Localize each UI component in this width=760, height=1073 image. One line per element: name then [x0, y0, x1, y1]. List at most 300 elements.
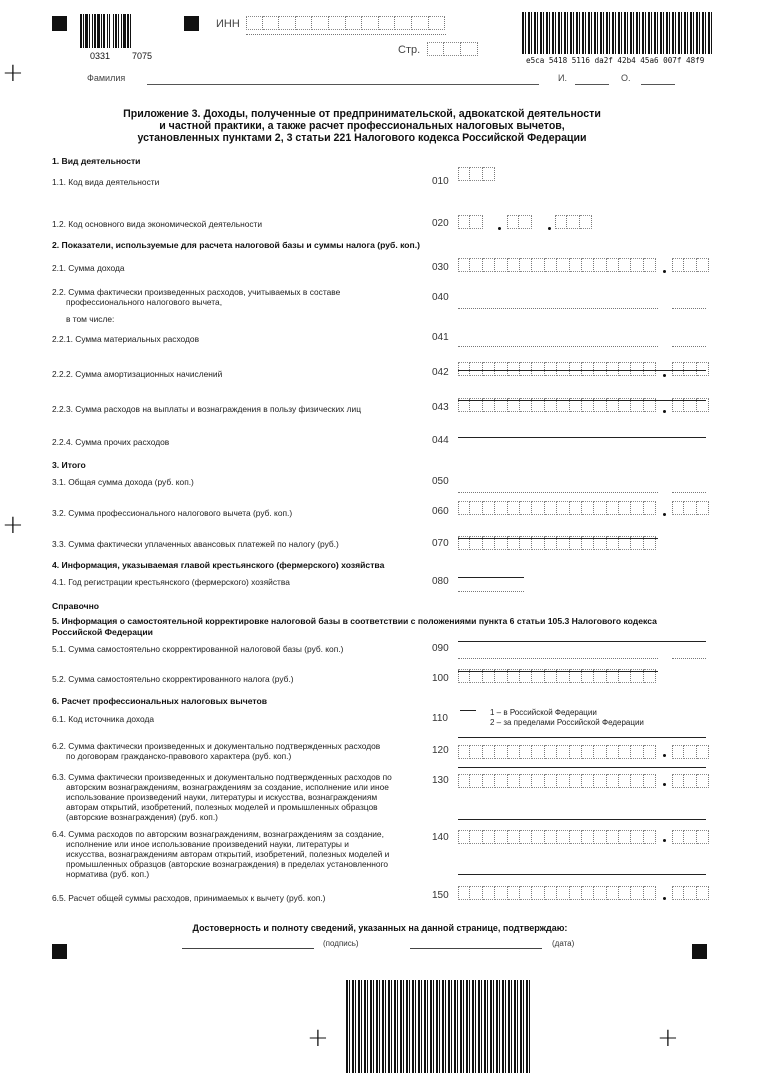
separator-dot — [663, 270, 666, 273]
other-expenses-field[interactable] — [458, 437, 706, 438]
author-fee-expenses-rub-field[interactable] — [458, 774, 656, 792]
row-2-2-1-label: 2.2.1. Сумма материальных расходов — [52, 334, 200, 344]
input-cell[interactable] — [395, 16, 412, 30]
row-6-5-label: 6.5. Расчет общей суммы расходов, принимаемых к вычету (руб. коп.) — [52, 893, 326, 903]
input-cell[interactable] — [532, 745, 544, 759]
input-cell[interactable] — [279, 16, 296, 30]
inn-field-underline — [246, 34, 446, 35]
inn-field[interactable] — [246, 16, 445, 34]
input-cell[interactable] — [545, 886, 557, 900]
input-cell[interactable] — [582, 886, 594, 900]
input-cell[interactable] — [644, 501, 656, 515]
input-cell[interactable] — [508, 362, 520, 376]
input-cell[interactable] — [557, 501, 569, 515]
input-cell[interactable] — [508, 258, 520, 272]
input-cell[interactable] — [545, 362, 557, 376]
depreciation-rub-field[interactable] — [458, 362, 656, 376]
row-3-3-label: 3.3. Сумма фактически уплаченных авансовых платежей по налогу (руб.) — [52, 539, 339, 549]
input-cell[interactable] — [458, 501, 470, 515]
barcode-digits-1: 0331 — [90, 51, 111, 61]
input-cell[interactable] — [684, 886, 696, 900]
farm-registration-year-underline — [458, 591, 524, 592]
input-cell[interactable] — [458, 215, 470, 229]
row-6-3-label-2: авторским вознаграждениям, вознаграждениям за создание, исполнение или иное — [66, 782, 389, 792]
separator-dot — [663, 783, 666, 786]
patronymic-initial-field[interactable] — [641, 84, 675, 85]
input-cell[interactable] — [520, 886, 532, 900]
separator-dot — [663, 754, 666, 757]
strike-line — [458, 874, 706, 875]
name-initial-label: И. — [558, 73, 567, 83]
row-3-2-code: 060 — [432, 506, 449, 517]
input-cell[interactable] — [684, 501, 696, 515]
author-fee-normative-rub-field[interactable] — [458, 830, 656, 848]
separator-dot — [663, 839, 666, 842]
barcode-bar — [131, 14, 133, 48]
input-cell[interactable] — [532, 886, 544, 900]
input-cell[interactable] — [582, 830, 594, 844]
input-cell[interactable] — [470, 258, 482, 272]
registration-mark-bottom-left — [52, 944, 67, 959]
input-cell[interactable] — [697, 745, 709, 759]
author-fee-normative-kop-field[interactable] — [672, 830, 709, 848]
income-amount-kop-field[interactable] — [672, 258, 709, 272]
input-cell[interactable] — [508, 745, 520, 759]
input-cell[interactable] — [483, 258, 495, 272]
income-source-option-1: 1 – в Российской Федерации — [490, 708, 597, 717]
crosshair-mark: + — [307, 1023, 329, 1053]
strike-line — [458, 819, 706, 820]
row-2-2-code: 040 — [432, 292, 449, 303]
separator-dot — [663, 410, 666, 413]
row-5-1-code: 090 — [432, 643, 449, 654]
input-cell[interactable] — [470, 362, 482, 376]
input-cell[interactable] — [672, 258, 684, 272]
separator-dot — [663, 513, 666, 516]
input-cell[interactable] — [570, 258, 582, 272]
row-6-4-code: 140 — [432, 832, 449, 843]
row-2-2-label-1: 2.2. Сумма фактически произведенных расходов, учитываемых в составе — [52, 287, 341, 297]
input-cell[interactable] — [429, 16, 446, 30]
input-cell[interactable] — [296, 16, 313, 30]
input-cell[interactable] — [557, 886, 569, 900]
input-cell[interactable] — [495, 830, 507, 844]
input-cell[interactable] — [458, 362, 470, 376]
input-cell[interactable] — [545, 745, 557, 759]
input-cell[interactable] — [631, 774, 643, 788]
input-cell[interactable] — [557, 774, 569, 788]
signature-caption: (подпись) — [323, 939, 359, 948]
input-cell[interactable] — [458, 745, 470, 759]
input-cell[interactable] — [582, 258, 594, 272]
input-cell[interactable] — [619, 886, 631, 900]
input-cell[interactable] — [644, 362, 656, 376]
input-cell[interactable] — [532, 258, 544, 272]
input-cell[interactable] — [672, 362, 684, 376]
civil-contract-expenses-kop-field[interactable] — [672, 745, 709, 763]
author-fee-expenses-kop-field[interactable] — [672, 774, 709, 792]
input-cell[interactable] — [362, 16, 379, 30]
input-cell[interactable] — [697, 886, 709, 900]
input-cell[interactable] — [312, 16, 329, 30]
input-cell[interactable] — [607, 745, 619, 759]
row-2-1-label: 2.1. Сумма дохода — [52, 263, 125, 273]
input-cell[interactable] — [594, 362, 606, 376]
input-cell[interactable] — [697, 774, 709, 788]
row-6-3-label-3: использование произведений науки, литературы и искусства, вознаграждениям — [66, 792, 378, 802]
input-cell[interactable] — [520, 501, 532, 515]
row-1-1-code: 010 — [432, 176, 449, 187]
row-2-2-3-code: 043 — [432, 402, 449, 413]
input-cell[interactable] — [458, 886, 470, 900]
input-cell[interactable] — [607, 774, 619, 788]
name-initial-field[interactable] — [575, 84, 609, 85]
input-cell[interactable] — [329, 16, 346, 30]
input-cell[interactable] — [570, 830, 582, 844]
section-3-heading: 3. Итого — [52, 460, 86, 470]
input-cell[interactable] — [545, 258, 557, 272]
input-cell[interactable] — [644, 745, 656, 759]
input-cell[interactable] — [672, 774, 684, 788]
activity-code-field[interactable] — [458, 167, 495, 189]
input-cell[interactable] — [470, 774, 482, 788]
input-cell[interactable] — [631, 745, 643, 759]
input-cell[interactable] — [582, 362, 594, 376]
crosshair-mark: + — [2, 58, 24, 88]
input-cell[interactable] — [672, 830, 684, 844]
input-cell[interactable] — [567, 215, 579, 229]
input-cell[interactable] — [508, 501, 520, 515]
barcode-digits-2: 7075 — [132, 51, 153, 61]
barcode-left — [80, 14, 158, 48]
input-cell[interactable] — [580, 215, 592, 229]
input-cell[interactable] — [672, 886, 684, 900]
row-1-2-label: 1.2. Код основного вида экономической деятельности — [52, 219, 263, 229]
input-cell[interactable] — [458, 774, 470, 788]
input-cell[interactable] — [412, 16, 429, 30]
farm-registration-year-field[interactable] — [458, 577, 524, 578]
page-number-field[interactable] — [427, 42, 478, 60]
input-cell[interactable] — [458, 830, 470, 844]
input-cell[interactable] — [483, 830, 495, 844]
input-cell[interactable] — [631, 258, 643, 272]
input-cell[interactable] — [507, 215, 519, 229]
input-cell[interactable] — [644, 886, 656, 900]
input-cell[interactable] — [570, 886, 582, 900]
input-cell[interactable] — [520, 745, 532, 759]
input-cell[interactable] — [697, 362, 709, 376]
okved-field-part-2[interactable] — [507, 215, 532, 229]
input-cell[interactable] — [495, 774, 507, 788]
date-caption: (дата) — [552, 939, 575, 948]
crosshair-mark: + — [2, 510, 24, 540]
confirmation-text: Достоверность и полноту сведений, указанных на данной странице, подтверждаю: — [192, 923, 568, 933]
civil-contract-expenses-rub-field[interactable] — [458, 745, 656, 763]
input-cell[interactable] — [470, 215, 482, 229]
section-6-heading: 6. Расчет профессиональных налоговых вычетов — [52, 696, 267, 706]
material-expenses-kop-field[interactable] — [672, 346, 706, 347]
section-2-heading: 2. Показатели, используемые для расчета налоговой базы и суммы налога (руб. коп.) — [52, 240, 420, 250]
inn-label: ИНН — [216, 18, 240, 30]
income-source-option-2: 2 – за пределами Российской Федерации — [490, 718, 644, 727]
input-cell[interactable] — [545, 501, 557, 515]
input-cell[interactable] — [461, 42, 478, 56]
expenses-total-kop-field[interactable] — [672, 308, 706, 309]
input-cell[interactable] — [520, 830, 532, 844]
row-2-2-label-2: профессионального налогового вычета, — [66, 297, 223, 307]
input-cell[interactable] — [470, 501, 482, 515]
expenses-total-field[interactable] — [458, 308, 658, 309]
total-income-field[interactable] — [458, 492, 658, 493]
input-cell[interactable] — [483, 745, 495, 759]
barcode-2d-bottom — [346, 980, 530, 1073]
okved-field-part-3[interactable] — [555, 215, 592, 229]
row-6-4-label-3: искусства, вознаграждениям авторам открытий, изобретений, полезных моделей и — [66, 849, 390, 859]
input-cell[interactable] — [684, 362, 696, 376]
input-cell[interactable] — [631, 830, 643, 844]
input-cell[interactable] — [520, 774, 532, 788]
row-6-4-label-5: норматива (руб. коп.) — [66, 869, 150, 879]
row-6-3-label-4: авторам открытий, изобретений, полезных моделей и промышленных образцов — [66, 802, 378, 812]
input-cell[interactable] — [427, 42, 444, 56]
input-cell[interactable] — [570, 745, 582, 759]
input-cell[interactable] — [619, 362, 631, 376]
row-1-2-code: 020 — [432, 218, 449, 229]
row-6-1-code: 110 — [432, 713, 448, 724]
row-2-2-4-code: 044 — [432, 435, 449, 446]
strike-line — [458, 641, 706, 642]
income-amount-rub-field[interactable] — [458, 258, 656, 272]
strike-line — [458, 538, 658, 539]
input-cell[interactable] — [346, 16, 363, 30]
input-cell[interactable] — [483, 774, 495, 788]
barcode-code-text: e5ca 5418 5116 da2f 42b4 45a6 007f 48f9 — [526, 56, 705, 65]
input-cell[interactable] — [532, 774, 544, 788]
row-2-2-3-label: 2.2.3. Сумма расходов на выплаты и вознаграждения в пользу физических лиц — [52, 404, 362, 414]
input-cell[interactable] — [619, 830, 631, 844]
input-cell[interactable] — [684, 258, 696, 272]
input-cell[interactable] — [532, 830, 544, 844]
input-cell[interactable] — [594, 774, 606, 788]
input-cell[interactable] — [495, 501, 507, 515]
input-cell[interactable] — [495, 258, 507, 272]
row-6-3-code: 130 — [432, 775, 449, 786]
row-3-1-label: 3.1. Общая сумма дохода (руб. коп.) — [52, 477, 194, 487]
input-cell[interactable] — [532, 501, 544, 515]
input-cell[interactable] — [557, 745, 569, 759]
separator-dot — [663, 374, 666, 377]
input-cell[interactable] — [582, 501, 594, 515]
signature-field[interactable] — [182, 948, 314, 949]
strike-line — [458, 400, 706, 401]
registration-mark-top-mid — [184, 16, 199, 31]
input-cell[interactable] — [570, 362, 582, 376]
section-5-heading-line-2: Российской Федерации — [52, 627, 153, 637]
row-2-2-2-code: 042 — [432, 367, 449, 378]
input-cell[interactable] — [557, 258, 569, 272]
input-cell[interactable] — [483, 362, 495, 376]
crosshair-mark: + — [657, 1023, 679, 1053]
input-cell[interactable] — [458, 167, 470, 181]
row-2-1-code: 030 — [432, 262, 449, 273]
input-cell[interactable] — [684, 774, 696, 788]
input-cell[interactable] — [607, 830, 619, 844]
input-cell[interactable] — [594, 501, 606, 515]
total-deductible-expenses-kop-field[interactable] — [672, 886, 709, 904]
registration-mark-top-left — [52, 16, 67, 31]
surname-field[interactable] — [147, 84, 539, 85]
input-cell[interactable] — [570, 501, 582, 515]
input-cell[interactable] — [594, 258, 606, 272]
total-deductible-expenses-rub-field[interactable] — [458, 886, 656, 904]
row-6-4-label-2: исполнение или иное использование произведений науки, литературы и — [66, 839, 349, 849]
input-cell[interactable] — [684, 745, 696, 759]
row-5-2-code: 100 — [432, 673, 449, 684]
input-cell[interactable] — [619, 745, 631, 759]
page-title-line-2: и частной практики, а также расчет профессиональных налоговых вычетов, — [159, 120, 565, 132]
input-cell[interactable] — [594, 830, 606, 844]
input-cell[interactable] — [444, 42, 461, 56]
row-6-4-label-4: промышленных образцов (авторские вознаграждения) в пределах установленного — [66, 859, 389, 869]
input-cell[interactable] — [619, 774, 631, 788]
input-cell[interactable] — [508, 830, 520, 844]
row-6-5-code: 150 — [432, 890, 449, 901]
depreciation-kop-field[interactable] — [672, 362, 709, 376]
input-cell[interactable] — [520, 362, 532, 376]
input-cell[interactable] — [470, 745, 482, 759]
input-cell[interactable] — [557, 830, 569, 844]
page-title-line-1: Приложение 3. Доходы, полученные от предпринимательской, адвокатской деятельности — [123, 108, 601, 120]
row-5-2-label: 5.2. Сумма самостоятельно скорректированного налога (руб.) — [52, 674, 294, 684]
input-cell[interactable] — [607, 258, 619, 272]
income-source-code-field[interactable] — [460, 710, 476, 711]
input-cell[interactable] — [619, 501, 631, 515]
input-cell[interactable] — [582, 745, 594, 759]
row-3-2-label: 3.2. Сумма профессионального налогового вычета (руб. коп.) — [52, 508, 293, 518]
input-cell[interactable] — [557, 362, 569, 376]
input-cell[interactable] — [570, 774, 582, 788]
row-4-1-code: 080 — [432, 576, 449, 587]
separator-dot — [548, 227, 551, 230]
input-cell[interactable] — [495, 886, 507, 900]
input-cell[interactable] — [532, 362, 544, 376]
input-cell[interactable] — [631, 501, 643, 515]
row-3-3-code: 070 — [432, 538, 449, 549]
input-cell[interactable] — [483, 886, 495, 900]
input-cell[interactable] — [495, 745, 507, 759]
input-cell[interactable] — [607, 362, 619, 376]
input-cell[interactable] — [644, 774, 656, 788]
row-6-3-label-1: 6.3. Сумма фактически произведенных и документально подтвержденных расходов по — [52, 772, 392, 782]
material-expenses-field[interactable] — [458, 346, 658, 347]
input-cell[interactable] — [458, 258, 470, 272]
row-1-1-label: 1.1. Код вида деятельности — [52, 177, 160, 187]
input-cell[interactable] — [508, 774, 520, 788]
input-cell[interactable] — [545, 830, 557, 844]
input-cell[interactable] — [470, 167, 482, 181]
separator-dot — [663, 897, 666, 900]
strike-line — [458, 370, 706, 371]
input-cell[interactable] — [697, 830, 709, 844]
separator-dot — [498, 227, 501, 230]
row-6-1-label: 6.1. Код источника дохода — [52, 714, 155, 724]
date-field[interactable] — [410, 948, 542, 949]
input-cell[interactable] — [483, 167, 495, 181]
input-cell[interactable] — [644, 258, 656, 272]
row-6-2-label-1: 6.2. Сумма фактически произведенных и документально подтвержденных расходов — [52, 741, 381, 751]
row-6-2-code: 120 — [432, 745, 449, 756]
input-cell[interactable] — [263, 16, 280, 30]
adjusted-tax-base-kop-field[interactable] — [672, 658, 706, 659]
input-cell[interactable] — [495, 362, 507, 376]
input-cell[interactable] — [644, 830, 656, 844]
row-6-3-label-5: (авторские вознаграждения) (руб. коп.) — [66, 812, 218, 822]
input-cell[interactable] — [582, 774, 594, 788]
okved-field-part-1[interactable] — [458, 215, 483, 229]
input-cell[interactable] — [246, 16, 263, 30]
row-6-4-label-1: 6.4. Сумма расходов по авторским вознаграждениям, вознаграждениям за создание, — [52, 829, 384, 839]
strike-line — [458, 767, 706, 768]
input-cell[interactable] — [631, 886, 643, 900]
adjusted-tax-base-field[interactable] — [458, 658, 658, 659]
input-cell[interactable] — [470, 830, 482, 844]
row-2-2-4-label: 2.2.4. Сумма прочих расходов — [52, 437, 170, 447]
row-3-1-code: 050 — [432, 476, 449, 487]
input-cell[interactable] — [697, 258, 709, 272]
surname-label: Фамилия — [87, 73, 126, 83]
row-2-2-1-code: 041 — [432, 332, 449, 343]
page-title-line-3: установленных пунктами 2, 3 статьи 221 Налогового кодекса Российской Федерации — [137, 132, 587, 144]
input-cell[interactable] — [697, 501, 709, 515]
strike-line — [458, 737, 706, 738]
section-1-heading: 1. Вид деятельности — [52, 156, 141, 166]
input-cell[interactable] — [545, 774, 557, 788]
input-cell[interactable] — [470, 886, 482, 900]
row-2-2-label-3: в том числе: — [66, 314, 115, 324]
adjusted-tax-field[interactable] — [458, 669, 656, 689]
strike-line — [458, 671, 658, 672]
row-5-1-label: 5.1. Сумма самостоятельно скорректированной налоговой базы (руб. коп.) — [52, 644, 344, 654]
total-income-kop-field[interactable] — [672, 492, 706, 493]
input-cell[interactable] — [672, 745, 684, 759]
barcode-2d-top — [522, 12, 712, 54]
input-cell[interactable] — [607, 501, 619, 515]
input-cell[interactable] — [379, 16, 396, 30]
row-4-1-label: 4.1. Год регистрации крестьянского (фермерского) хозяйства — [52, 577, 290, 587]
input-cell[interactable] — [607, 886, 619, 900]
input-cell[interactable] — [483, 501, 495, 515]
section-5-heading-line-1: 5. Информация о самостоятельной корректировке налоговой базы в соответствии с положениями пункта 6 статьи 105.3 Налогового кодекса — [52, 616, 657, 626]
professional-deduction-rub-field[interactable] — [458, 501, 656, 521]
page-label: Стр. — [398, 44, 421, 56]
input-cell[interactable] — [672, 501, 684, 515]
input-cell[interactable] — [508, 886, 520, 900]
row-6-2-label-2: по договорам гражданско-правового характера (руб. коп.) — [66, 751, 292, 761]
input-cell[interactable] — [519, 215, 531, 229]
input-cell[interactable] — [520, 258, 532, 272]
input-cell[interactable] — [594, 886, 606, 900]
patronymic-initial-label: О. — [621, 73, 631, 83]
section-4-heading: 4. Информация, указываемая главой крестьянского (фермерского) хозяйства — [52, 560, 385, 570]
row-2-2-2-label: 2.2.2. Сумма амортизационных начислений — [52, 369, 223, 379]
registration-mark-bottom-right — [692, 944, 707, 959]
input-cell[interactable] — [555, 215, 567, 229]
input-cell[interactable] — [619, 258, 631, 272]
input-cell[interactable] — [684, 830, 696, 844]
input-cell[interactable] — [631, 362, 643, 376]
input-cell[interactable] — [594, 745, 606, 759]
professional-deduction-kop-field[interactable] — [672, 501, 709, 521]
